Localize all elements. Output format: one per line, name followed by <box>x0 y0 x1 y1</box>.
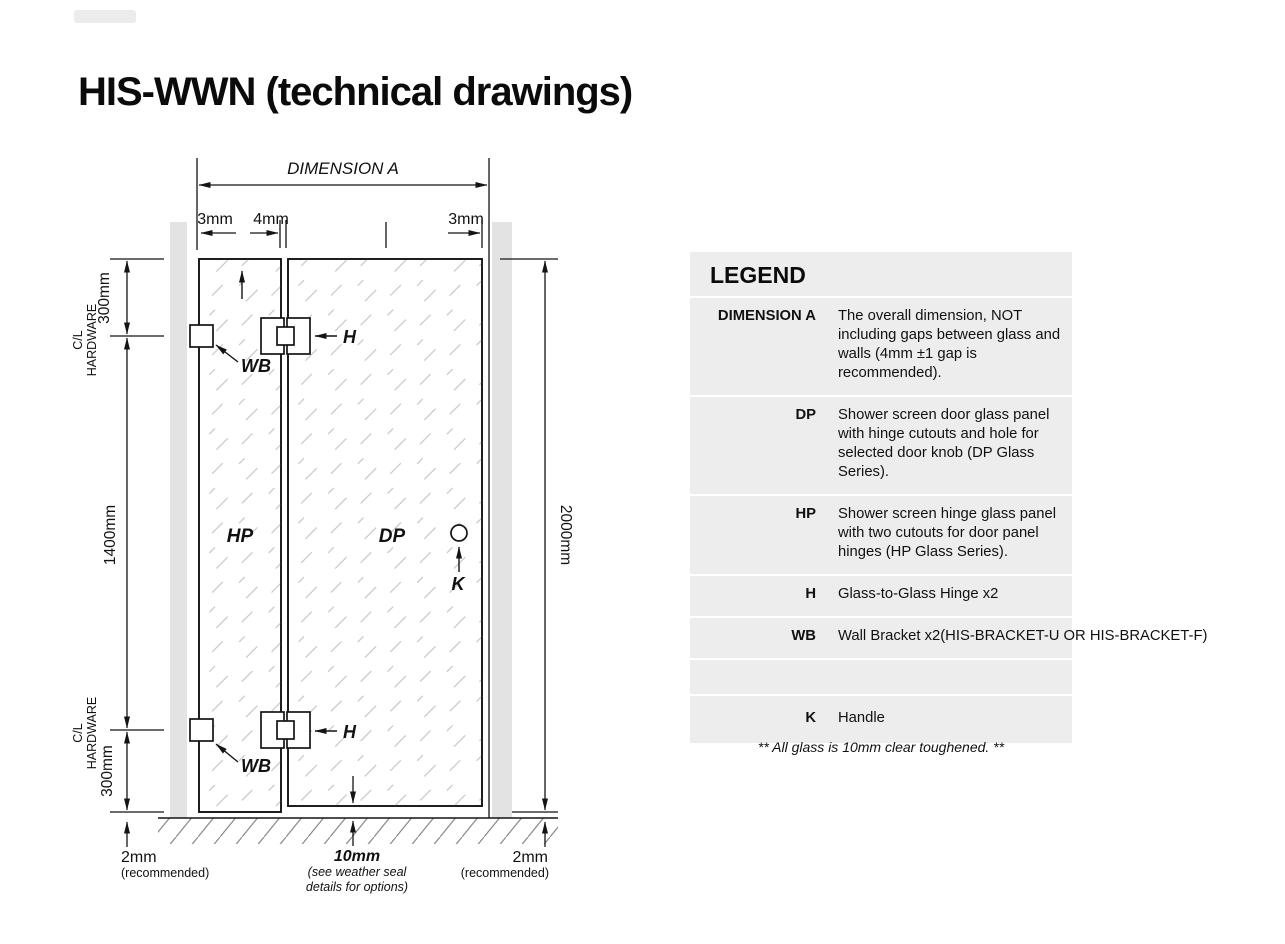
bottom-center-note-line1: (see weather seal <box>307 865 407 879</box>
legend-row-wb <box>690 616 1208 658</box>
k-label: K <box>451 574 465 594</box>
bottom-left-note: (recommended) <box>121 866 210 880</box>
gap-middle-dim: 4mm <box>253 211 289 228</box>
bottom-left-value: 2mm <box>121 849 157 866</box>
legend-desc: The overall dimension, NOT including gaps between glass and walls (4mm ±1 gap is recommended). <box>838 308 1061 381</box>
legend-term: WB <box>791 628 816 644</box>
legend-footnote: ** All glass is 10mm clear toughened. ** <box>757 739 1005 755</box>
bottom-center-note-line2: details for options) <box>305 880 409 894</box>
legend-panel <box>690 252 1208 743</box>
wb-label-top: WB <box>241 356 271 376</box>
hinge-top <box>261 318 310 354</box>
cl-hardware-top-line1: C/L <box>71 330 85 350</box>
wb-label-bottom: WB <box>241 756 271 776</box>
legend-row-h <box>690 574 1072 616</box>
gap-dimensions <box>201 220 482 248</box>
gap-right-dim: 3mm <box>448 211 484 228</box>
dim-2000: 2000mm <box>557 504 574 566</box>
legend-term: H <box>805 586 816 602</box>
floor-hatch <box>158 818 558 844</box>
legend-term: DP <box>795 407 816 423</box>
legend-row-empty <box>690 658 1072 694</box>
page-title: HIS-WWN (technical drawings) <box>78 70 633 114</box>
dim-300-bottom: 300mm <box>99 745 116 797</box>
legend-desc: Shower screen hinge glass panel with two cutouts for door panel hinges (HP Glass Series). <box>838 506 1056 560</box>
legend-title: LEGEND <box>710 262 806 288</box>
legend-term <box>690 669 816 682</box>
bottom-right-value: 2mm <box>512 849 548 866</box>
legend-row-dimension-a <box>690 296 1072 395</box>
left-wall <box>170 222 187 818</box>
cl-hardware-bottom-line1: C/L <box>71 723 85 743</box>
right-wall <box>492 222 512 818</box>
handle-knob <box>451 525 467 541</box>
legend-desc: Shower screen door glass panel with hinge cutouts and hole for selected door knob (DP Glass Series). <box>838 407 1050 480</box>
cl-hardware-top-line2: HARDWARE <box>85 303 99 377</box>
legend-row-dp <box>690 395 1072 494</box>
h-label-bottom: H <box>343 722 356 742</box>
legend-row-hp <box>690 494 1072 574</box>
wall-bracket-top <box>190 325 213 347</box>
legend-desc: Handle <box>838 710 885 726</box>
legend-term: DIMENSION A <box>717 308 816 324</box>
cl-hardware-bottom-line2: HARDWARE <box>85 696 99 770</box>
legend-row-k <box>690 694 1072 743</box>
legend-desc: Glass-to-Glass Hinge x2 <box>838 586 999 602</box>
h-label-top: H <box>343 327 356 347</box>
dp-panel-label: DP <box>378 526 406 547</box>
bottom-center-value: 10mm <box>333 848 381 865</box>
dimension-a-label: DIMENSION A <box>287 159 399 178</box>
legend-desc: Wall Bracket x2(HIS-BRACKET-U OR HIS-BRACKET-F) <box>838 628 1208 644</box>
gap-left-dim: 3mm <box>197 211 233 228</box>
legend-term: K <box>805 710 816 726</box>
legend-desc <box>838 669 1066 682</box>
bottom-right-note: (recommended) <box>460 866 549 880</box>
wall-bracket-bottom <box>190 719 213 741</box>
dim-300-top: 300mm <box>96 272 113 324</box>
dim-1400: 1400mm <box>102 504 119 566</box>
hp-panel-label: HP <box>226 526 254 547</box>
legend-term: HP <box>795 506 816 522</box>
hinge-bottom <box>261 712 310 748</box>
